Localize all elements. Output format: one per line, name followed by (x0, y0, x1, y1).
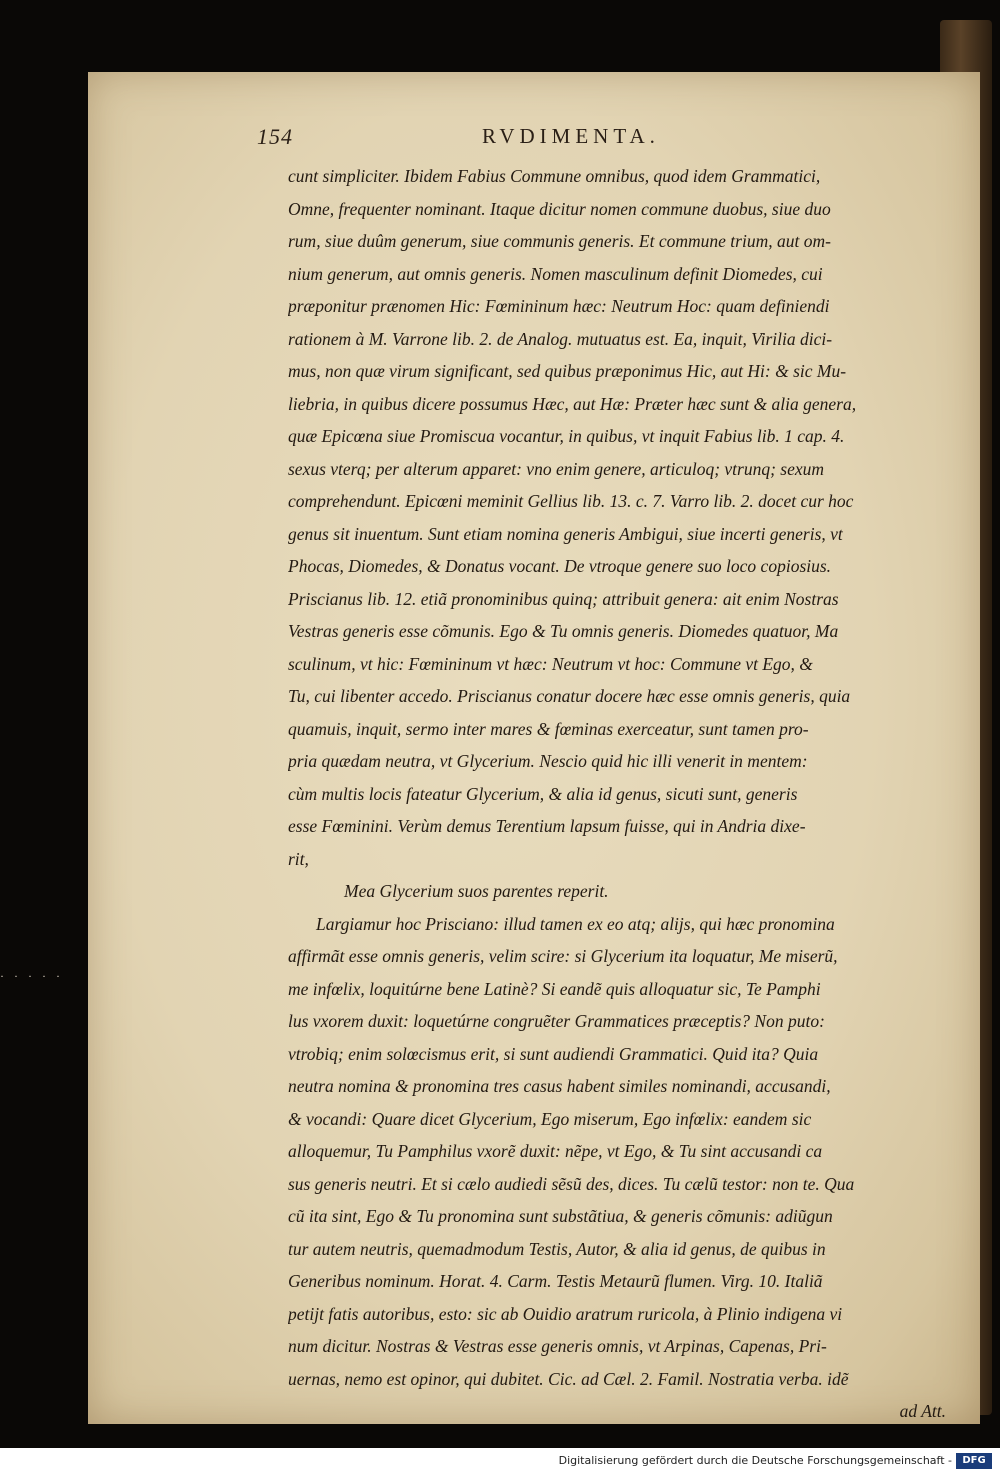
footer-bar (0, 1448, 1000, 1478)
text-line: quamuis, inquit, sermo inter mares & fœminas exerceatur, sunt tamen pro- (288, 718, 809, 739)
text-line: pria quædam neutra, vt Glycerium. Nescio quid hic illi venerit in mentem: (288, 751, 808, 771)
text-line: lus vxorem duxit: loquetúrne congruẽter Grammatices præceptis? Non puto: (288, 1011, 825, 1031)
text-line: Largiamur hoc Prisciano: illud tamen ex eo atq; alijs, qui hæc pronomina (316, 913, 835, 934)
text-line: petijt fatis autoribus, esto: sic ab Ouidio aratrum ruricola, à Plinio indigena vi (288, 1303, 843, 1324)
page-number: 154 (257, 124, 293, 149)
text-line: me infœlix, loquitúrne bene Latinè? Si eandẽ quis alloquatur sic, Te Pamphi (288, 978, 821, 999)
text-line: tur autem neutris, quemadmodum Testis, Autor, & alia id genus, de quibus in (288, 1238, 826, 1259)
text-line: præponitur prænomen Hic: Fœmininum hæc: Neutrum Hoc: quam definiendi (288, 296, 830, 316)
text-line: neutra nomina & pronomina tres casus habent similes nominandi, accusandi, (288, 1076, 831, 1096)
text-line: num dicitur. Nostras & Vestras esse generis omnis, vt Arpinas, Capenas, Pri- (288, 1336, 827, 1356)
text-line: rationem à M. Varrone lib. 2. de Analog. mutuatus est. Ea, inquit, Virilia dici- (288, 328, 833, 349)
text-line: rum, siue duûm generum, siue communis generis. Et commune trium, aut om- (288, 231, 831, 251)
text-line: & vocandi: Quare dicet Glycerium, Ego miserum, Ego infœlix: eandem sic (288, 1108, 812, 1129)
text-line: genus sit inuentum. Sunt etiam nomina generis Ambigui, siue incerti generis, vt (288, 523, 843, 544)
text-line: alloquemur, Tu Pamphilus vxorẽ duxit: nẽpe, vt Ego, & Tu sint accusandi ca (288, 1141, 823, 1161)
text-line: sus generis neutri. Et si cælo audiedi sẽsũ des, dices. Tu cælũ testor: non te. Qua (288, 1173, 855, 1194)
text-line: uernas, nemo est opinor, qui dubitet. Cic. ad Cæl. 2. Famil. Nostratia verba. idẽ (288, 1368, 849, 1389)
text-line: esse Fœminini. Verùm demus Terentium lapsum fuisse, qui in Andria dixe- (288, 816, 806, 836)
text-line: Priscianus lib. 12. etiã pronominibus quinq; attribuit genera: ait enim Nostras (288, 588, 839, 609)
running-head: RVDIMENTA. (482, 124, 660, 148)
dfg-logo: DFG (956, 1453, 992, 1469)
text-line: cũ ita sint, Ego & Tu pronomina sunt substãtiua, & generis cõmunis: adiũgun (288, 1206, 833, 1226)
text-line: Tu, cui libenter accedo. Priscianus conatur docere hæc esse omnis generis, quia (288, 686, 851, 706)
body-text (288, 160, 956, 1428)
catchword: ad Att. (899, 1401, 946, 1421)
page-header (257, 124, 917, 154)
funding-notice: Digitalisierung gefördert durch die Deutsche Forschungsgemeinschaft - (558, 1454, 952, 1467)
text-line: sexus vterq; per alterum apparet: vno enim genere, articuloq; vtrunq; sexum (288, 458, 825, 479)
text-line: nium generum, aut omnis generis. Nomen masculinum definit Diomedes, cui (288, 263, 823, 284)
quotation-line: Mea Glycerium suos parentes reperit. (344, 881, 609, 901)
text-line: Phocas, Diomedes, & Donatus vocant. De vtroque genere suo loco copiosius. (288, 556, 832, 576)
text-line: vtrobiq; enim solœcismus erit, si sunt audiendi Grammatici. Quid ita? Quia (288, 1043, 819, 1064)
text-line: comprehendunt. Epicœni meminit Gellius lib. 13. c. 7. Varro lib. 2. docet cur hoc (288, 491, 854, 511)
text-line: Omne, frequenter nominant. Itaque dicitur nomen commune duobus, siue duo (288, 198, 831, 219)
text-line: cunt simpliciter. Ibidem Fabius Commune omnibus, quod idem Grammatici, (288, 166, 821, 186)
text-line: rit, (288, 848, 309, 869)
text-line: Vestras generis esse cõmunis. Ego & Tu omnis generis. Diomedes quatuor, Ma (288, 621, 839, 641)
text-line: mus, non quæ virum significant, sed quibus præponimus Hic, aut Hi: & sic Mu- (288, 361, 847, 381)
text-line: Generibus nominum. Horat. 4. Carm. Testis Metaurũ flumen. Virg. 10. Italiã (288, 1271, 823, 1291)
scan-margin-dots: ····· (0, 969, 70, 983)
text-line: liebria, in quibus dicere possumus Hæc, aut Hæ: Præter hæc sunt & alia genera, (288, 393, 857, 414)
text-line: affirmãt esse omnis generis, velim scire: si Glycerium ita loquatur, Me miserũ, (288, 946, 838, 966)
text-line: sculinum, vt hic: Fœmininum vt hæc: Neutrum vt hoc: Commune vt Ego, & (288, 653, 813, 674)
text-line: quæ Epicœna siue Promiscua vocantur, in quibus, vt inquit Fabius lib. 1 cap. 4. (288, 426, 845, 446)
text-line: cùm multis locis fateatur Glycerium, & alia id genus, sicuti sunt, generis (288, 783, 798, 804)
